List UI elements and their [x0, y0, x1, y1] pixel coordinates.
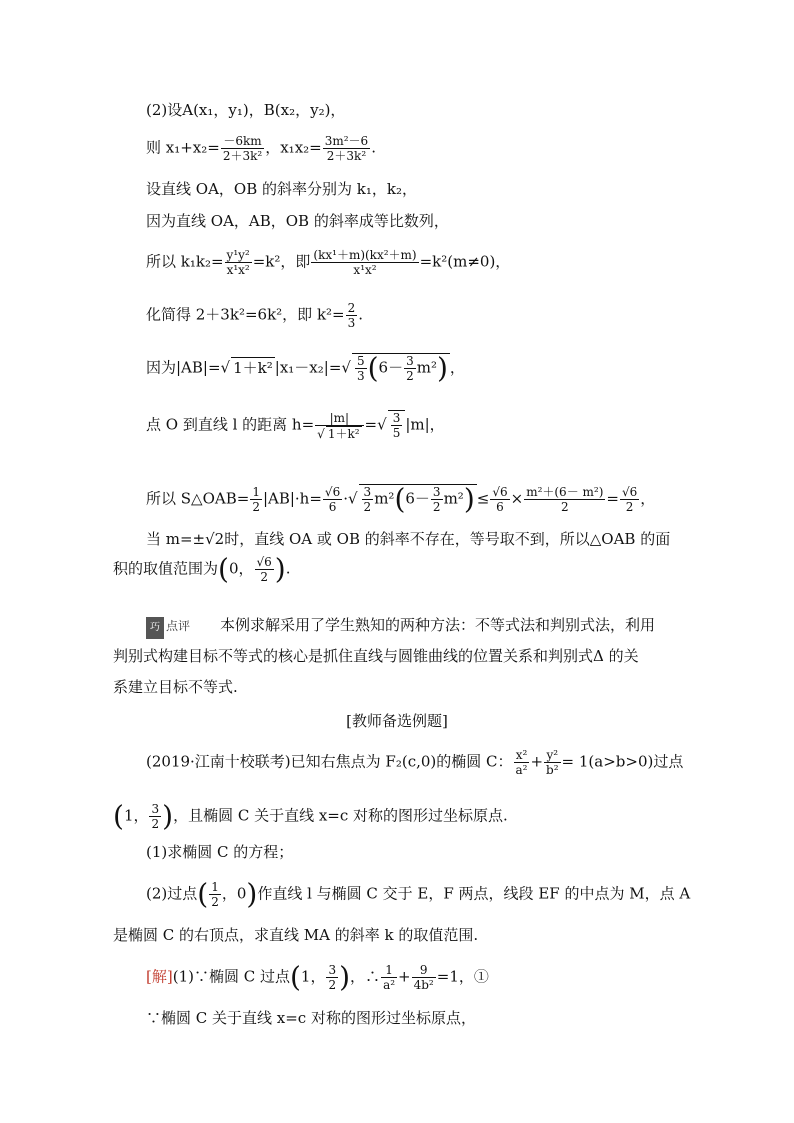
- fraction: $\frac{2}{3}$: [347, 301, 356, 330]
- line-9: 所以 S△OAB= $\frac{1}{2}$ |AB|·h= $\frac{√6}{6}$ ·√ $\frac{3}{2}$ m²(6－ $\frac{3}{2}$ m²) ≤ $\frac{√6}{6}$ × $\frac{\text{m²＋(6－ m²)}}{2}$ = $\frac{√6}{2}$ ，: [146, 482, 656, 516]
- example-line-3: (1)求椭圆 C 的方程；: [146, 843, 294, 861]
- fraction: $\frac{3}{2}$: [328, 963, 337, 992]
- comment-tag-icon: 巧: [146, 617, 164, 639]
- fraction: $\frac{√6}{6}$: [492, 485, 508, 514]
- line-8: 点 O 到直线 l 的距离 h= $\frac{|m|}{\text{√ 1＋k²}}$ =√ $\frac{3}{5}$ |m|，: [146, 410, 445, 441]
- sqrt-term: $\frac{3}{2}$ m²(6－ $\frac{3}{2}$ m²): [359, 484, 477, 514]
- solution-line-2: ∵椭圆 C 关于直线 x=c 对称的图形过坐标原点，: [146, 1009, 476, 1027]
- fraction: $\frac{1}{\text{a²}}$: [383, 963, 396, 992]
- sqrt-term: 1＋k²: [233, 358, 273, 377]
- line-10: 当 m=±√2时，直线 OA 或 OB 的斜率不存在，等号取不到，所以△OAB 的面: [146, 530, 671, 548]
- line-3: 设直线 OA，OB 的斜率分别为 k₁，k₂，: [146, 180, 417, 198]
- example-line-5: 是椭圆 C 的右顶点，求直线 MA 的斜率 k 的取值范围.: [113, 926, 479, 944]
- comment-line-2: 判别式构建目标不等式的核心是抓住直线与圆锥曲线的位置关系和判别式Δ 的关: [113, 647, 639, 665]
- fraction: $\frac{-6km}{\text{2＋3k²}}$: [222, 134, 263, 163]
- line-2: 则 x₁+x₂= $\frac{-6km}{\text{2＋3k²}}$ ，x₁x₂= $\frac{\text{3m²－6}}{\text{2＋3k²}}$ .: [146, 134, 376, 163]
- fraction: $\frac{\text{3m²－6}}{\text{2＋3k²}}$: [324, 134, 369, 163]
- fraction: $\frac{\text{x²}}{\text{a²}}$: [515, 748, 528, 777]
- fraction: $\frac{|m|}{\text{√ 1＋k²}}$: [315, 411, 363, 441]
- fraction: $\frac{3}{5}$: [392, 411, 401, 440]
- fraction: $\frac{3}{2}$: [363, 485, 372, 514]
- fraction: $\frac{3}{2}$: [151, 802, 160, 831]
- fraction: $\frac{√6}{6}$: [324, 485, 341, 514]
- solution-line-1: [解](1)∵椭圆 C 过点(1， $\frac{3}{2}$ )，∴ $\frac{1}{\text{a²}}$ + $\frac{9}{\text{4b²}}$ =1，①: [146, 960, 489, 994]
- fraction: $\frac{1}{2}$: [211, 880, 219, 909]
- fraction: $\frac{√6}{2}$: [256, 555, 272, 584]
- fraction: $\frac{5}{3}$: [356, 354, 365, 383]
- line-11: 积的取值范围为(0， $\frac{√6}{2}$ ).: [113, 552, 291, 586]
- example-line-1: (2019·江南十校联考)已知右焦点为 F₂(c,0)的椭圆 C： $\frac{\text{x²}}{\text{a²}}$ + $\frac{\text{y²}}{\text{b²}}$ = 1(a>b>0)过点: [146, 748, 684, 777]
- fraction: $\frac{\text{y²}}{\text{b²}}$: [546, 748, 559, 777]
- sqrt-term: [388, 410, 406, 440]
- line-4: 因为直线 OA，AB，OB 的斜率成等比数列，: [146, 212, 449, 230]
- fraction: $\frac{9}{\text{4b²}}$: [413, 963, 434, 992]
- line-1: (2)设A(x₁，y₁)，B(x₂，y₂)，: [146, 101, 346, 119]
- fraction: $\frac{3}{2}$: [406, 354, 414, 383]
- comment-line-3: 系建立目标不等式.: [113, 678, 238, 696]
- line-5: 所以 k₁k₂= $\frac{\text{y¹y²}}{\text{x¹x²}}$ =k²，即 $\frac{\text{(kx¹＋m)(kx²＋m)}}{\text{x¹x²}}$ =k²(m≠0)，: [146, 248, 511, 277]
- example-line-4: (2)过点( $\frac{1}{2}$ ，0)作直线 l 与椭圆 C 交于 E，F 两点，线段 EF 的中点为 M，点 A: [146, 877, 691, 911]
- fraction: $\frac{√6}{2}$: [621, 485, 638, 514]
- section-title: [教师备选例题]: [346, 712, 448, 730]
- solution-tag: [解]: [146, 967, 173, 986]
- sqrt-term: $\frac{5}{3}$ (6－ $\frac{3}{2}$ m²): [352, 353, 450, 383]
- fraction-large: $\frac{\text{m²＋(6－ m²)}}{2}$: [526, 485, 604, 514]
- example-line-2: (1， $\frac{3}{2}$ )，且椭圆 C 关于直线 x=c 对称的图形过坐标原点.: [113, 799, 508, 833]
- comment-line-1: 巧 点评 本例求解采用了学生熟知的两种方法：不等式法和判别式法，利用: [146, 615, 655, 639]
- fraction: $\frac{\text{y¹y²}}{\text{x¹x²}}$: [226, 248, 250, 277]
- fraction: $\frac{1}{2}$: [252, 485, 260, 514]
- fraction: $\frac{\text{(kx¹＋m)(kx²＋m)}}{\text{x¹x²}}$: [313, 248, 417, 277]
- line-7: 因为|AB|=√ 1＋k² |x₁－x₂|=√ $\frac{5}{3}$ (6－ $\frac{3}{2}$ m²) ，: [146, 351, 465, 385]
- line-6: 化简得 2＋3k²=6k²，即 k²= $\frac{2}{3}$ .: [146, 301, 364, 330]
